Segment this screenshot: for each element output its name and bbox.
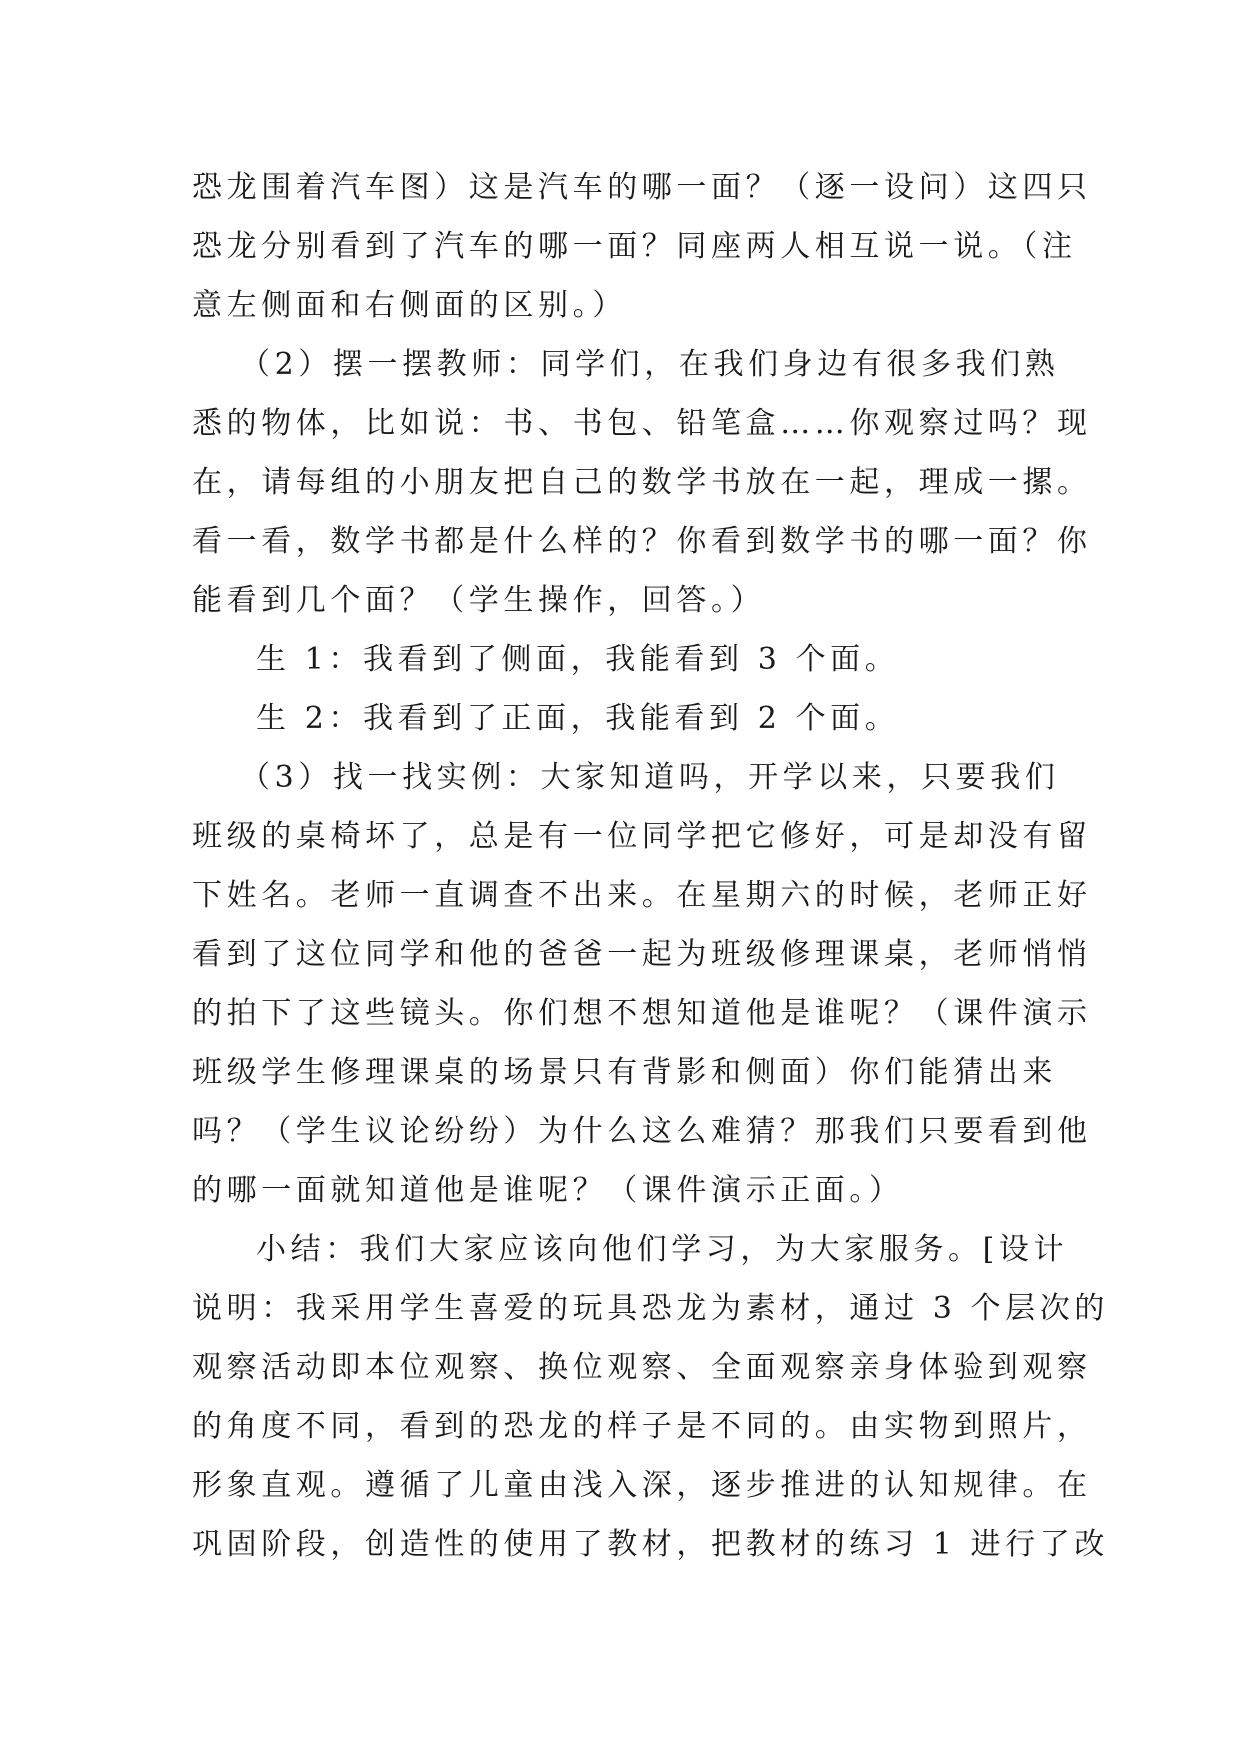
text-line: 形象直观。遵循了儿童由浅入深，逐步推进的认知规律。在 <box>192 1468 1092 1503</box>
text-line: 恐龙分别看到了汽车的哪一面？同座两人相互说一说。（注 <box>192 229 1077 264</box>
text-line: 的哪一面就知道他是谁呢？（课件演示正面。） <box>192 1173 904 1208</box>
text-line: 班级的桌椅坏了，总是有一位同学把它修好，可是却没有留 <box>192 819 1092 854</box>
text-line: 下姓名。老师一直调查不出来。在星期六的时候，老师正好 <box>192 878 1092 913</box>
text-line: 观察活动即本位观察、换位观察、全面观察亲身体验到观察 <box>192 1350 1092 1385</box>
text-line: 巩固阶段，创造性的使用了教材，把教材的练习 1 进行了改 <box>192 1527 1109 1562</box>
text-line: 的拍下了这些镜头。你们想不想知道他是谁呢？（课件演示 <box>192 996 1092 1031</box>
text-line: 能看到几个面？（学生操作，回答。） <box>192 583 766 618</box>
text-line: 吗？（学生议论纷纷）为什么这么难猜？那我们只要看到他 <box>192 1114 1092 1149</box>
text-line: （3）找一找实例：大家知道吗，开学以来，只要我们 <box>240 760 1060 795</box>
text-line: 看一看，数学书都是什么样的？你看到数学书的哪一面？你 <box>192 524 1092 559</box>
document-body <box>192 158 1109 1574</box>
text-line: 意左侧面和右侧面的区别。） <box>192 288 627 323</box>
text-line: 看到了这位同学和他的爸爸一起为班级修理课桌，老师悄悄 <box>192 937 1092 972</box>
text-line: 说明：我采用学生喜爱的玩具恐龙为素材，通过 3 个层次的 <box>192 1291 1109 1326</box>
text-line: （2）摆一摆教师：同学们，在我们身边有很多我们熟 <box>240 347 1060 382</box>
text-line: 悉的物体，比如说：书、书包、铅笔盒……你观察过吗？现 <box>192 406 1092 441</box>
text-line: 小结：我们大家应该向他们学习，为大家服务。[设计 <box>256 1232 1069 1267</box>
text-line: 的角度不同，看到的恐龙的样子是不同的。由实物到照片， <box>192 1409 1092 1444</box>
text-line: 恐龙围着汽车图）这是汽车的哪一面？（逐一设问）这四只 <box>192 170 1092 205</box>
text-line: 生 2：我看到了正面，我能看到 2 个面。 <box>256 701 900 736</box>
text-line: 生 1：我看到了侧面，我能看到 3 个面。 <box>256 642 900 677</box>
text-line: 班级学生修理课桌的场景只有背影和侧面）你们能猜出来 <box>192 1055 1057 1090</box>
text-line: 在，请每组的小朋友把自己的数学书放在一起，理成一摞。 <box>192 465 1092 500</box>
